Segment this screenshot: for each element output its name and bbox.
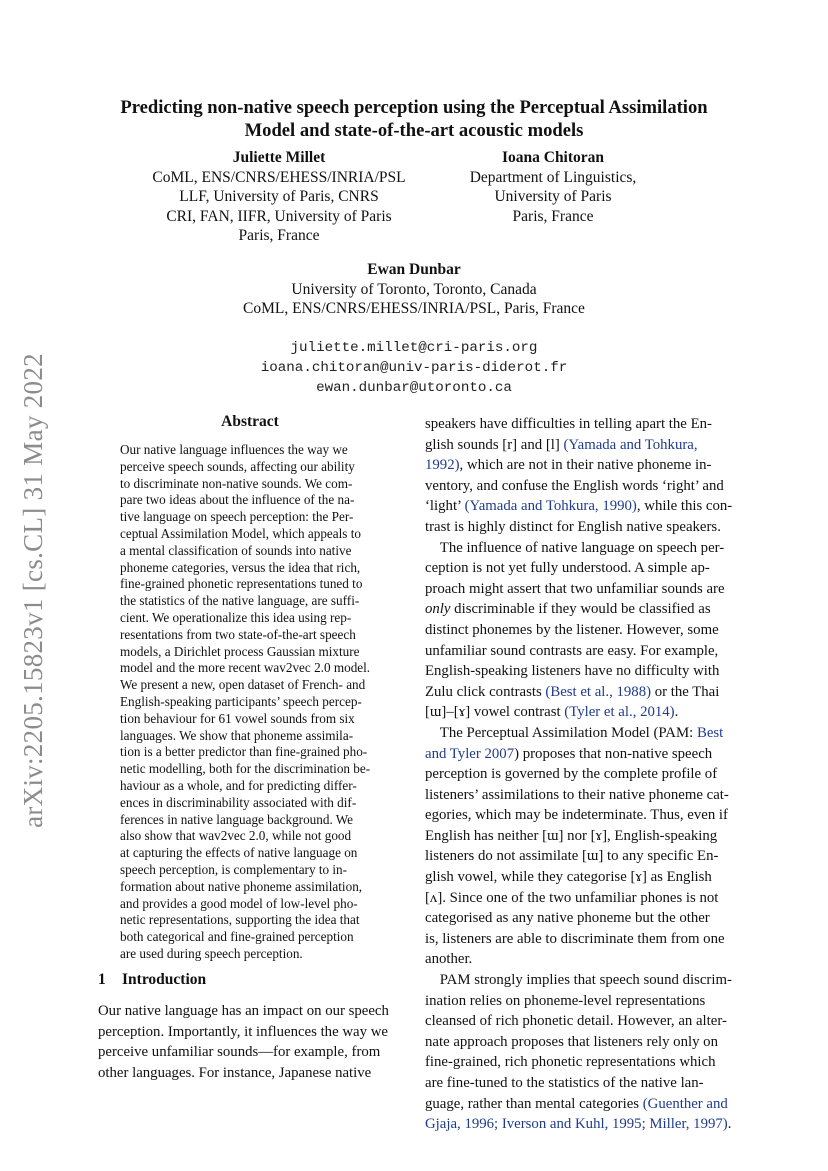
text-line [425,744,731,765]
citation-link[interactable]: 1992) [425,457,460,474]
text-line [425,455,731,476]
line-text: only discriminable if they would be classified as [425,601,711,618]
abstract-line: netic representations, supporting the idea that [120,912,360,928]
line-text: perceive unfamiliar sounds—for example, from [98,1044,381,1061]
abstract-body [120,442,382,963]
section-title: Introduction [122,971,207,988]
text-line [425,785,731,806]
text-line [425,949,731,970]
text-line [425,641,731,662]
text-line [425,970,731,991]
text-line [425,599,731,620]
text-line [425,826,731,847]
abstract-line: languages. We show that phoneme assimila- [120,727,354,743]
line-text: egories, which may be indeterminate. Thus, even if [425,807,728,824]
abstract-line: We present a new, open dataset of French- and [120,677,366,693]
abstract-line: resentations from two state-of-the-art speech [120,626,356,642]
line-text: [ɯ]–[ɤ] vowel contrast [425,704,565,721]
author-affiliation: Paris, France [238,227,320,244]
line-text: cleansed of rich phonetic detail. However, an alter- [425,1013,727,1030]
line-text: ination relies on phoneme-level representations [425,992,706,1009]
abstract-line: phoneme categories, versus the idea that rich, [120,559,361,575]
author-name: Juliette Millet [232,149,326,166]
citation-link[interactable]: Gjaja, 1996; Iverson and Kuhl, 1995; Miller, 1997) [425,1116,728,1133]
text-line [425,538,731,559]
text-line [98,1001,404,1022]
email-link[interactable]: juliette.millet@cri-paris.org [290,340,538,356]
abstract-line: models, a Dirichlet process Gaussian mixture [120,643,360,659]
line-text: . [727,1116,732,1133]
arxiv-stamp-text: arXiv:2205.15823v1 [cs.CL] 31 May 2022 [17,352,48,828]
citation-link[interactable]: and Tyler 2007 [425,745,515,762]
text-line [425,908,731,929]
author-emails [180,338,648,398]
line-text: English has neither [ɯ] nor [ɤ], English-speaking [425,827,718,844]
line-text: or the Thai [651,683,720,700]
abstract-line: speech perception, is complementary to in- [120,861,348,877]
author-affiliation: University of Toronto, Toronto, Canada [291,280,537,298]
title-line: Model and state-of-the-art acoustic models [244,120,584,141]
text-line [425,414,731,435]
text-line [425,805,731,826]
abstract-line: a mental classification of sounds into native [120,542,352,558]
section-number: 1 [98,971,106,988]
line-text: guage, rather than mental categories [425,1095,643,1112]
line-text: nate approach proposes that listeners rely only on [425,1033,718,1050]
line-text: is, listeners are able to discriminate them from one [425,930,725,947]
text-line [425,579,731,600]
abstract-line: tion behaviour for 61 vowel sounds from six [120,710,355,726]
line-text: distinct phonemes by the listener. However, some [425,621,719,638]
author-block-dunbar [180,260,648,319]
abstract-line: Our native language influences the way we [120,442,348,457]
abstract-heading: Abstract [221,413,279,430]
text-line [425,1052,731,1073]
abstract-line: both categorical and fine-grained perception [120,929,354,945]
abstract-line: haviour as a whole, and for predicting differ- [120,777,357,793]
abstract-line: fine-grained phonetic representations tuned to [120,576,363,592]
text-line [425,723,731,744]
line-text: categorised as any native phoneme but the other [425,910,710,927]
text-line [425,1114,731,1135]
author-affiliation: Department of Linguistics, [469,168,637,186]
text-line [425,867,731,888]
line-text: fine-grained, rich phonetic representations which [425,1054,716,1071]
abstract-line: tive language on speech perception: the Per- [120,509,354,525]
citation-link[interactable]: (Tyler et al., 2014) [564,704,675,721]
line-text: are fine-tuned to the statistics of the native lan- [425,1075,704,1091]
email-link[interactable]: ioana.chitoran@univ-paris-diderot.fr [260,360,568,376]
text-line [425,846,731,867]
line-text: . [674,704,679,721]
line-text: The Perceptual Assimilation Model (PAM: [425,724,697,741]
abstract-line: perceive speech sounds, affecting our ability [120,458,355,474]
abstract-line: ences in discriminability associated with dif- [120,794,357,810]
abstract-line: to discriminate non-native sounds. We com- [120,475,353,491]
abstract-line: at capturing the effects of native language on [120,845,358,861]
author-block-chitoran [438,148,668,226]
line-text: another. [425,951,473,968]
author-block-millet [125,148,433,246]
text-line [425,1032,731,1053]
line-text: unfamiliar sound contrasts are easy. For example, [425,642,719,659]
arxiv-stamp [8,300,58,880]
line-text: proach might assert that two unfamiliar sounds are [425,580,725,597]
paper-title [80,96,748,142]
author-affiliation: CoML, ENS/CNRS/EHESS/INRIA/PSL, Paris, France [243,300,585,317]
line-text: other languages. For instance, Japanese native [98,1064,372,1081]
text-line [98,1063,404,1084]
abstract-line: cient. We operationalize this idea using rep- [120,609,352,625]
line-text: ventory, and confuse the English words ‘right’ and [425,477,724,494]
author-affiliation: CRI, FAN, IIFR, University of Paris [166,207,392,225]
author-affiliation: Paris, France [512,207,594,225]
citation-link[interactable]: (Guenther and [642,1095,728,1112]
left-column-body [98,1001,404,1083]
section-heading-introduction [98,971,206,989]
text-line [425,682,731,703]
citation-link[interactable]: (Yamada and Tohkura, [563,436,698,453]
abstract-line: model and the more recent wav2vec 2.0 model. [120,660,371,676]
line-text: listeners’ assimilations to their native phoneme cat- [425,786,729,803]
abstract-line: the statistics of the native language, are suffi- [120,593,360,609]
abstract-line: ceptual Assimilation Model, which appeals to [120,525,361,541]
author-affiliation: CoML, ENS/CNRS/EHESS/INRIA/PSL [152,168,406,186]
text-line [425,888,731,909]
text-line [425,661,731,682]
line-text: perception is governed by the complete profile of [425,766,718,783]
line-text: glish vowel, while they categorise [ɤ] as English [425,869,712,886]
author-name: Ioana Chitoran [501,149,605,166]
text-line [425,1094,731,1115]
line-text: listeners do not assimilate [ɯ] to any specific En- [425,848,719,865]
right-column-body [425,414,731,1135]
abstract-line: also show that wav2vec 2.0, while not good [120,828,352,844]
text-line [425,929,731,950]
author-affiliation: LLF, University of Paris, CNRS [179,188,379,205]
abstract-line: are used during speech perception. [120,945,303,961]
text-line [425,764,731,785]
citation-link[interactable]: Best [696,724,724,741]
text-line [425,702,731,723]
text-line [425,620,731,641]
line-text: English-speaking listeners have no difficulty with [425,663,720,680]
abstract-line: formation about native phoneme assimilation, [120,878,363,894]
text-line [98,1022,404,1043]
line-text: perception. Importantly, it influences the way we [98,1023,388,1040]
line-text: Zulu click contrasts [425,683,546,700]
text-line [425,435,731,456]
line-text: PAM strongly implies that speech sound discrim- [425,972,732,989]
text-line [425,1011,731,1032]
text-line [425,1073,731,1094]
citation-link[interactable]: (Best et al., 1988) [545,683,652,700]
abstract-line: tion is a better predictor than fine-grained pho- [120,744,368,760]
title-line: Predicting non-native speech perception using the Perceptual Assimilation [120,97,708,118]
line-text: ception is not yet fully understood. A simple ap- [425,560,710,577]
line-text: glish sounds [r] and [l] [425,436,564,453]
author-affiliation: University of Paris [494,188,612,205]
line-text: , while this con- [636,498,733,515]
abstract-line: and provides a good model of low-level pho- [120,895,358,911]
abstract-line: pare two ideas about the influence of the na- [120,492,355,508]
line-text: trast is highly distinct for English native speakers. [425,518,721,535]
line-text: ) proposes that non-native speech [514,745,713,762]
abstract-line: ferences in native language background. We [120,811,354,827]
abstract-line: netic modelling, both for the discrimination be- [120,761,371,777]
line-text: , which are not in their native phoneme in- [459,457,712,474]
line-text: ‘light’ [425,498,465,515]
author-name: Ewan Dunbar [367,261,461,278]
text-line [425,517,731,538]
text-line [98,1042,404,1063]
text-line [425,476,731,497]
email-link[interactable]: ewan.dunbar@utoronto.ca [316,380,512,396]
line-text: Our native language has an impact on our speech [98,1003,389,1019]
abstract-line: English-speaking participants’ speech percep- [120,693,362,709]
text-line [425,496,731,517]
text-line [425,991,731,1012]
emphasis: only [425,601,451,618]
line-text: [ʌ]. Since one of the two unfamiliar phones is not [425,889,719,906]
text-line [425,558,731,579]
line-text: The influence of native language on speech per- [425,539,725,556]
citation-link[interactable]: (Yamada and Tohkura, 1990) [464,498,637,515]
line-text: speakers have difficulties in telling apart the En- [425,416,712,432]
